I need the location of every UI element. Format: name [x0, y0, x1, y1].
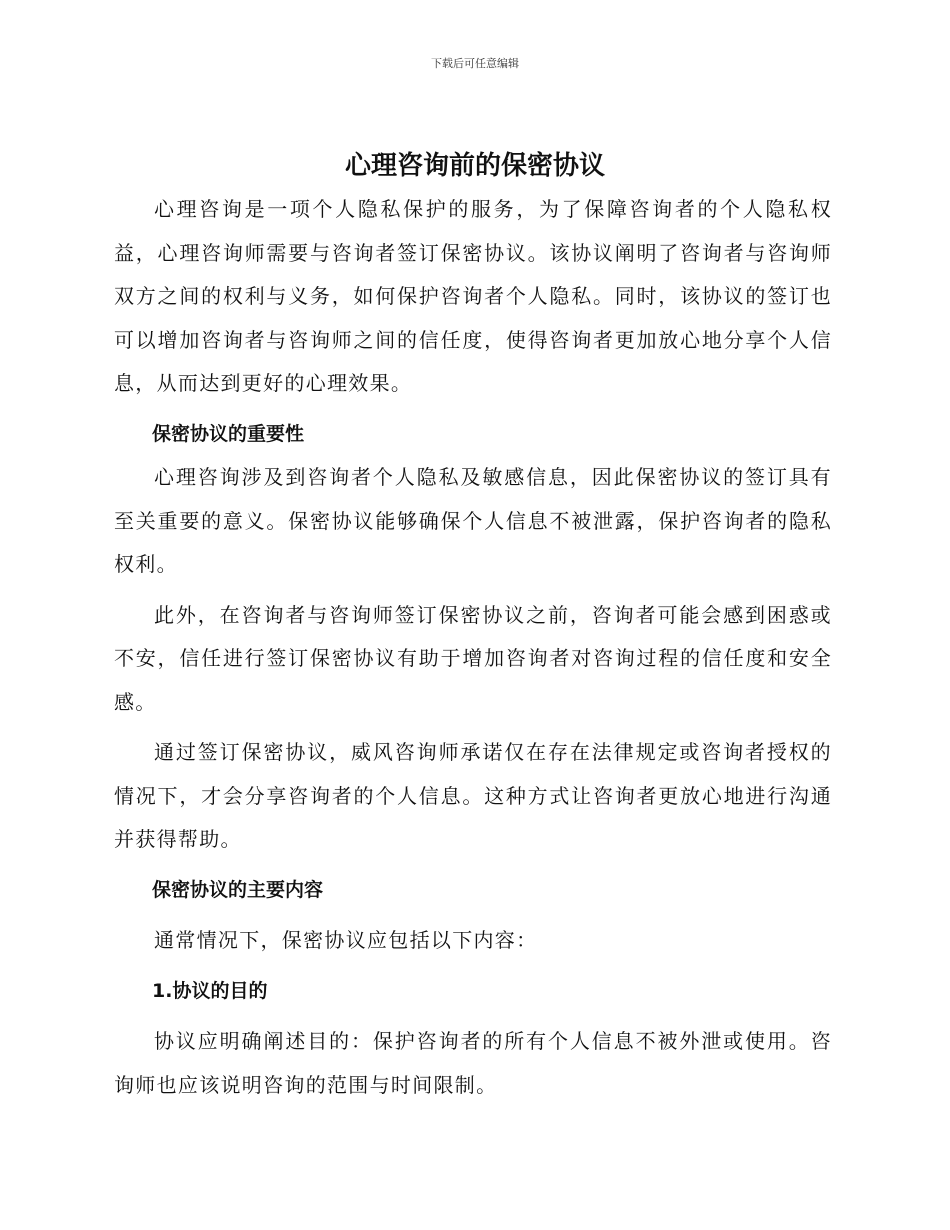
- section-heading-importance: 保密协议的重要性: [152, 422, 305, 445]
- purpose-paragraph: 协议应明确阐述目的：保护咨询者的所有个人信息不被外泄或使用。咨询师也应该说明咨询的范围与时间限制。: [114, 1029, 832, 1097]
- main-content-intro: 通常情况下，保密协议应包括以下内容：: [154, 928, 538, 952]
- section-heading-main-content: 保密协议的主要内容: [152, 878, 324, 901]
- importance-paragraph-1: 心理咨询涉及到咨询者个人隐私及敏感信息，因此保密协议的签订具有至关重要的意义。保密协议能够确保个人信息不被泄露，保护咨询者的隐私权利。: [114, 465, 832, 576]
- document-body: [114, 188, 832, 1107]
- importance-paragraph-2: 此外，在咨询者与咨询师签订保密协议之前，咨询者可能会感到困惑或不安，信任进行签订保密协议有助于增加咨询者对咨询过程的信任度和安全感。: [114, 602, 832, 714]
- document-title: 心理咨询前的保密协议: [344, 151, 605, 181]
- importance-paragraph-3: 通过签订保密协议，威风咨询师承诺仅在存在法律规定或咨询者授权的情况下，才会分享咨询者的个人信息。这种方式让咨询者更放心地进行沟通并获得帮助。: [114, 740, 832, 851]
- subsection-heading-purpose: 1.协议的目的: [152, 979, 268, 1002]
- page-header-note: 下载后可任意编辑: [431, 57, 519, 70]
- intro-paragraph: 心理咨询是一项个人隐私保护的服务，为了保障咨询者的个人隐私权益，心理咨询师需要与咨询者签订保密协议。该协议阐明了咨询者与咨询师双方之间的权利与义务，如何保护咨询者个人隐私。同时，该协议的签订也可以增加咨询者与咨询师之间的信任度，使得咨询者更加放心地分享个人信息，从而达到更好的心理效果。: [114, 197, 832, 395]
